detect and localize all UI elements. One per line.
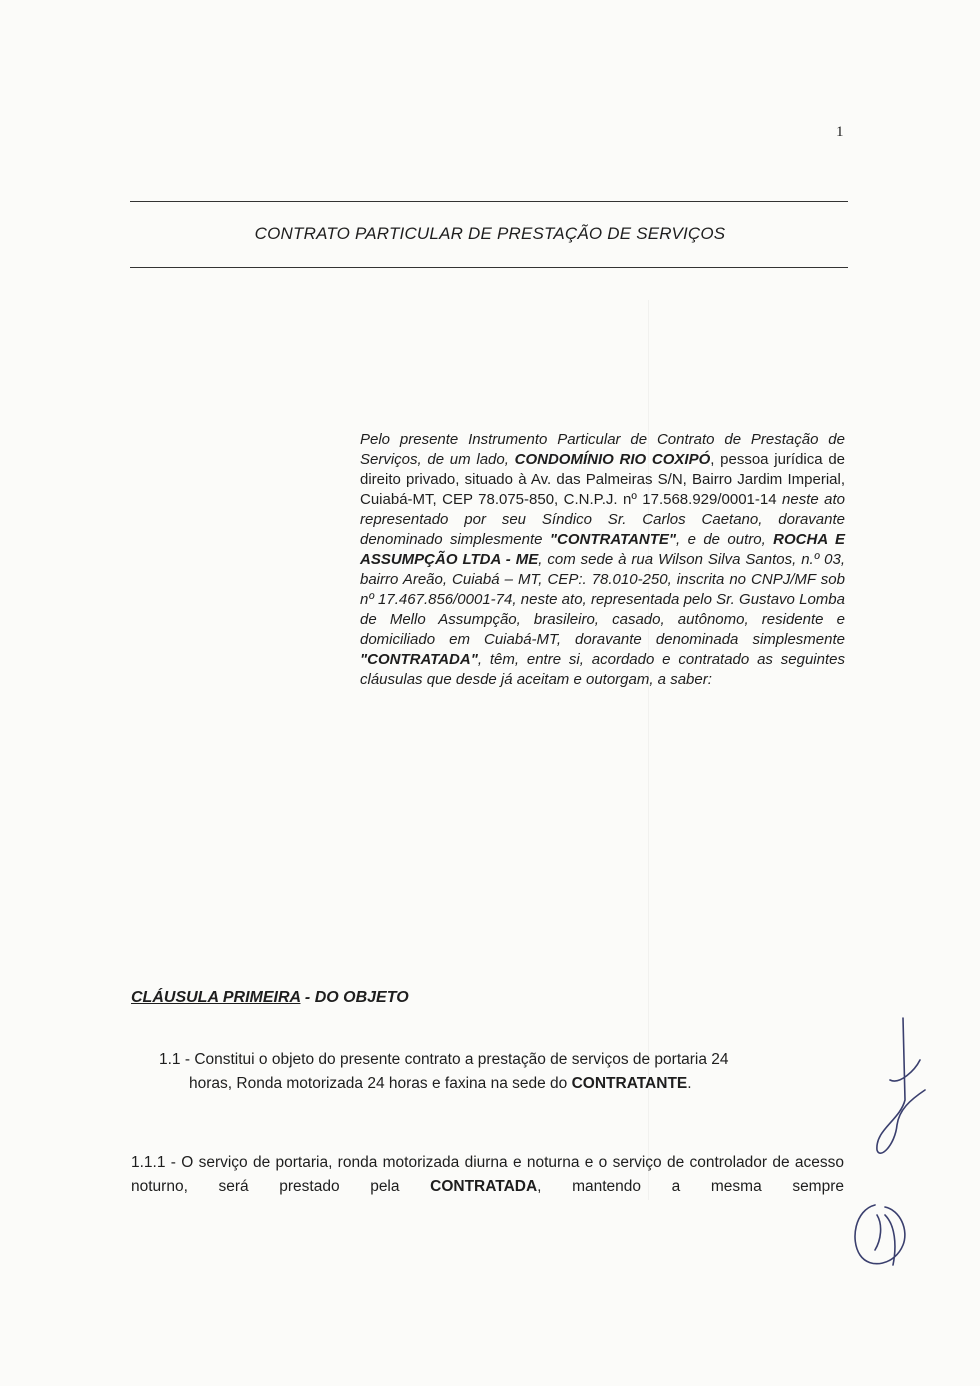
clause-1-heading: [131, 989, 409, 1007]
intro-text-2: , pessoa jurídica de direito privado, situado à Av. das Palmeiras S/N, Bairro Jardim Imperial, Cuiabá-MT, CEP 78.075-850, C.N.P.J. nº 17.568.929/0001-14: [360, 451, 846, 508]
clause-1-heading-title: - DO OBJETO: [300, 989, 409, 1006]
party1-alias: "CONTRATANTE": [549, 531, 677, 548]
clause-item-1-1-1: [131, 1151, 844, 1199]
item-1-1-bold: CONTRATANTE: [571, 1075, 688, 1092]
handwritten-initial-signature: [855, 1010, 935, 1160]
intro-paragraph: [360, 430, 845, 690]
intro-text-3: neste ato representado por seu Síndico Sr. Carlos Caetano, doravante denominado simplesmente: [360, 491, 845, 548]
item-1-1-line2: horas, Ronda motorizada 24 horas e faxina na sede do: [189, 1075, 572, 1092]
item-1-1-end: .: [687, 1075, 692, 1092]
item-1-1-1-text-a: 1.1.1 - O serviço de portaria, ronda motorizada diurna e noturna e o serviço de controlador de acesso noturno, será prestado pela: [131, 1154, 844, 1195]
item-1-1-1-text-b: , mantendo a mesma sempre: [537, 1178, 844, 1195]
document-title: CONTRATO PARTICULAR DE PRESTAÇÃO DE SERVIÇOS: [254, 224, 726, 243]
page-number: 1: [836, 124, 844, 140]
party1-name: CONDOMÍNIO RIO COXIPÓ: [514, 451, 711, 468]
intro-text-6: , têm, entre si, acordado e contratado as seguintes cláusulas que desde já aceitam e outorgam, a saber:: [360, 651, 845, 688]
item-1-1-line2-wrap: [159, 1072, 844, 1096]
clause-item-1-1: [159, 1048, 844, 1096]
item-1-1-line1: 1.1 - Constitui o objeto do presente contrato a prestação de serviços de portaria 24: [159, 1051, 729, 1068]
intro-text-1: Pelo presente Instrumento Particular de Contrato de Prestação de Serviços, de um lado,: [360, 431, 845, 468]
party2-name: ROCHA E ASSUMPÇÃO LTDA - ME: [360, 531, 845, 568]
party2-alias: "CONTRATADA": [360, 651, 478, 668]
intro-text-5: , com sede à rua Wilson Silva Santos, n.º 03, bairro Areão, Cuiabá – MT, CEP:. 78.010-250, inscrita no CNPJ/MF sob nº 17.467.856/0001-74, neste ato, representada pelo Sr. Gustavo Lomba de Mello Assumpção, brasileiro, casado, autônomo, residente e domiciliado em Cuiabá-MT, doravante denominada simplesmente: [360, 551, 846, 648]
title-rule-top: [130, 201, 848, 202]
intro-text-4: , e de outro,: [676, 531, 774, 548]
title-rule-bottom: [130, 267, 848, 268]
clause-1-heading-label: CLÁUSULA PRIMEIRA: [131, 989, 301, 1006]
handwritten-initials-circle: [845, 1195, 915, 1275]
item-1-1-1-bold: CONTRATADA: [430, 1178, 538, 1195]
